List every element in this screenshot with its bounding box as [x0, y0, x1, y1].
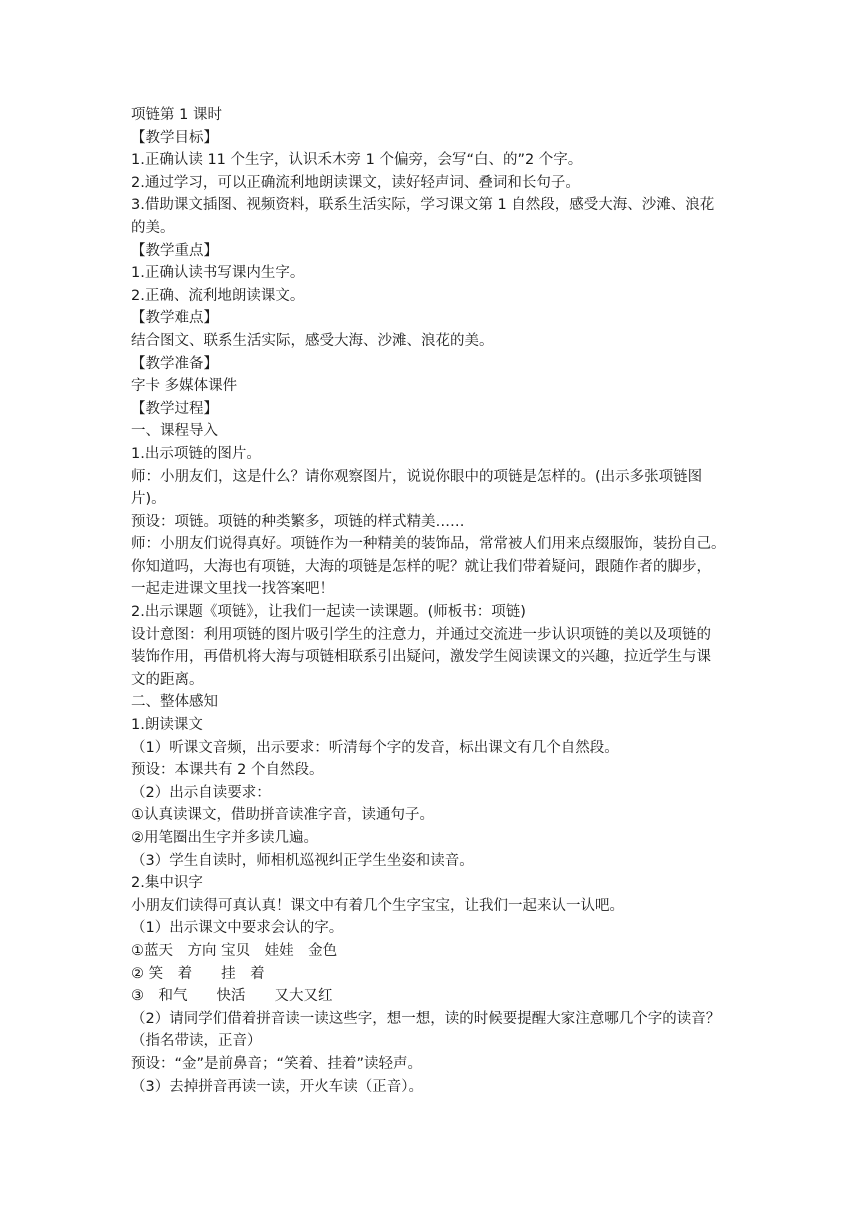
text-line: 一起走进课文里找一找答案吧！ — [131, 581, 334, 598]
text-line: 1.正确认读 11 个生字，认识禾木旁 1 个偏旁，会写“白、的”2 个字。 — [131, 152, 583, 169]
text-line: 3.借助课文插图、视频资料，联系生活实际，学习课文第 1 自然段，感受大海、沙滩、浪花 — [131, 197, 715, 214]
lesson-title: 项链第 1 课时 — [131, 107, 222, 123]
text-line: ①认真读课文，借助拼音读准字音，读通句子。 — [131, 807, 434, 824]
subsection-heading: 二、整体感知 — [131, 694, 218, 711]
text-line: 2.集中识字 — [131, 875, 203, 892]
text-line: 师：小朋友们说得真好。项链作为一种精美的装饰品，常常被人们用来点缀服饰，装扮自己。 — [131, 536, 726, 553]
text-line: 小朋友们读得可真认真！课文中有着几个生字宝宝，让我们一起来认一认吧。 — [131, 897, 624, 914]
section-heading-preparation: 【教学准备】 — [131, 355, 218, 372]
document-page — [131, 104, 731, 1098]
section-heading-difficulties: 【教学难点】 — [131, 310, 218, 327]
text-line: 2.正确、流利地朗读课文。 — [131, 287, 305, 304]
text-line: （指名带读，正音） — [131, 1033, 262, 1050]
subsection-heading: 一、课程导入 — [131, 423, 218, 440]
text-line: 预设：“金”是前鼻音；“笑着、挂着”读轻声。 — [131, 1055, 423, 1072]
text-line: ② 笑 着 挂 着 — [131, 965, 265, 982]
text-line: ③ 和气 快活 又大又红 — [131, 988, 333, 1005]
section-heading-objectives: 【教学目标】 — [131, 129, 218, 146]
text-line: （2）请同学们借着拼音读一读这些字，想一想，读的时候要提醒大家注意哪几个字的读音？ — [131, 1010, 721, 1027]
text-line: 1.朗读课文 — [131, 717, 203, 734]
text-line: （1）听课文音频，出示要求：听清每个字的发音，标出课文有几个自然段。 — [131, 739, 619, 756]
text-line: （3）去掉拼音再读一读，开火车读（正音）。 — [131, 1078, 423, 1095]
text-line: （1）出示课文中要求会认的字。 — [131, 920, 344, 937]
text-line: 设计意图：利用项链的图片吸引学生的注意力，并通过交流进一步认识项链的美以及项链的 — [131, 626, 711, 643]
text-line: 预设：项链。项链的种类繁多，项链的样式精美…… — [131, 513, 465, 530]
text-line: 1.出示项链的图片。 — [131, 445, 261, 462]
text-line: （2）出示自读要求： — [131, 784, 271, 801]
text-line: 1.正确认读书写课内生字。 — [131, 265, 305, 282]
text-line: ②用笔圈出生字并多读几遍。 — [131, 830, 318, 846]
text-line: ①蓝天 方向 宝贝 娃娃 金色 — [131, 942, 338, 959]
text-line: 2.通过学习，可以正确流利地朗读课文，读好轻声词、叠词和长句子。 — [131, 174, 580, 191]
text-line: 2.出示课题《项链》，让我们一起读一读课题。(师板书：项链) — [131, 604, 526, 621]
text-line: 结合图文、联系生活实际，感受大海、沙滩、浪花的美。 — [131, 332, 494, 349]
text-line: 的美。 — [131, 219, 175, 236]
text-line: （3）学生自读时，师相机巡视纠正学生坐姿和读音。 — [131, 852, 474, 869]
text-line: 字卡 多媒体课件 — [131, 378, 238, 395]
text-line: 师：小朋友们，这是什么？请你观察图片，说说你眼中的项链是怎样的。(出示多张项链图 — [131, 468, 703, 485]
text-line: 片)。 — [131, 491, 166, 508]
text-line: 装饰作用，再借机将大海与项链相联系引出疑问，激发学生阅读课文的兴趣，拉近学生与课 — [131, 649, 711, 666]
text-line: 预设：本课共有 2 个自然段。 — [131, 762, 324, 779]
section-heading-key-points: 【教学重点】 — [131, 242, 218, 259]
section-heading-process: 【教学过程】 — [131, 400, 218, 417]
text-line: 文的距离。 — [131, 671, 204, 688]
text-line: 你知道吗，大海也有项链，大海的项链是怎样的呢？就让我们带着疑问，跟随作者的脚步， — [131, 558, 711, 575]
